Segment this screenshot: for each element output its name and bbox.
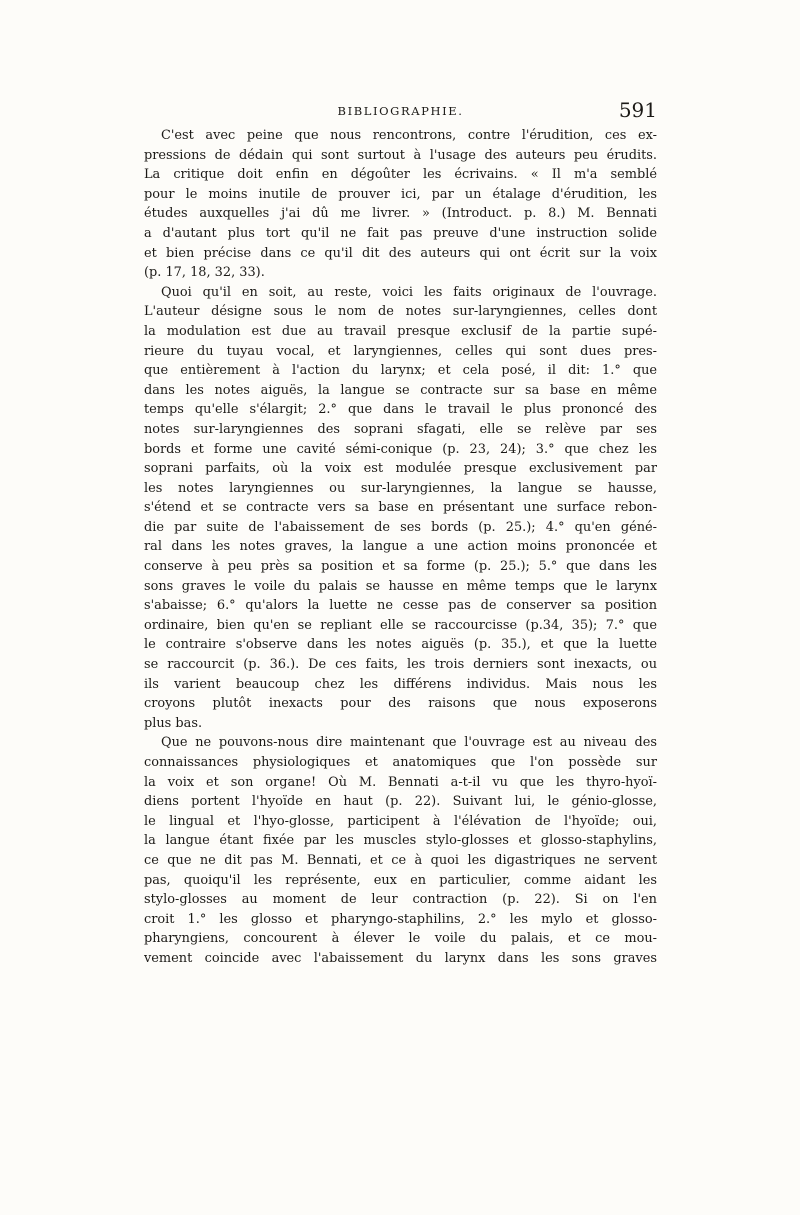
text-line: la voix et son organe! Où M. Bennati a-t-il vu que les thyro-hyoï- <box>144 774 657 790</box>
text-line: conserve à peu près sa position et sa forme (p. 25.); 5.° que dans les <box>144 559 657 575</box>
text-line: ordinaire, bien qu'en se repliant elle se raccourcisse (p.34, 35); 7.° que <box>144 617 657 633</box>
text-line: C'est avec peine que nous rencontrons, contre l'érudition, ces ex- <box>161 128 657 143</box>
text-line: s'étend et se contracte vers sa base en présentant une surface rebon- <box>144 500 657 516</box>
text-line: diens portent l'hyoïde en haut (p. 22). Suivant lui, le génio-glosse, <box>144 794 657 810</box>
text-line: s'abaisse; 6.° qu'alors la luette ne cesse pas de conserver sa position <box>144 598 657 614</box>
text-line: ce que ne dit pas M. Bennati, et ce à quoi les digastriques ne servent <box>144 852 657 868</box>
text-line: études auxquelles j'ai dû me livrer. » (Introduct. p. 8.) M. Bennati <box>144 206 657 222</box>
text-line: le lingual et l'hyo-glosse, participent à l'élévation de l'hyoïde; oui, <box>144 813 657 829</box>
text-line: a d'autant plus tort qu'il ne fait pas preuve d'une instruction solide <box>144 225 657 241</box>
text-line: (p. 17, 18, 32, 33). <box>144 265 265 281</box>
text-line: sons graves le voile du palais se hausse en même temps que le larynx <box>144 578 657 594</box>
text-line: temps qu'elle s'élargit; 2.° que dans le travail le plus prononcé des <box>144 402 657 418</box>
text-line: pharyngiens, concourent à élever le voile du palais, et ce mou- <box>144 931 657 947</box>
page-number: 591 <box>618 98 657 122</box>
body-text <box>144 126 657 969</box>
text-line: ral dans les notes graves, la langue a une action moins prononcée et <box>144 539 657 555</box>
text-line: La critique doit enfin en dégoûter les écrivains. « Il m'a semblé <box>144 167 657 183</box>
text-line: les notes laryngiennes ou sur-laryngiennes, la langue se hausse, <box>144 480 657 496</box>
text-line: le contraire s'observe dans les notes aiguës (p. 35.), et que la luette <box>144 637 657 653</box>
text-line: la langue étant fixée par les muscles stylo-glosses et glosso-staphylins, <box>144 833 657 849</box>
running-header <box>144 98 657 128</box>
text-line: Quoi qu'il en soit, au reste, voici les faits originaux de l'ouvrage. <box>161 284 657 300</box>
running-title: BIBLIOGRAPHIE. <box>337 104 464 118</box>
text-line: pressions de dédain qui sont surtout à l'usage des auteurs peu érudits. <box>144 147 657 163</box>
text-line: la modulation est due au travail presque exclusif de la partie supé- <box>144 323 657 339</box>
text-line: bords et forme une cavité sémi-conique (p. 23, 24); 3.° que chez les <box>144 441 657 457</box>
text-line: ils varient beaucoup chez les différens individus. Mais nous les <box>144 676 657 692</box>
text-line: pour le moins inutile de prouver ici, par un étalage d'érudition, les <box>144 186 657 202</box>
text-line: croit 1.° les glosso et pharyngo-staphilins, 2.° les mylo et glosso- <box>144 911 657 927</box>
text-line: connaissances physiologiques et anatomiques que l'on possède sur <box>144 755 657 770</box>
text-line: dans les notes aiguës, la langue se contracte sur sa base en même <box>144 382 657 398</box>
text-line: pas, quoiqu'il les représente, eux en particulier, comme aidant les <box>144 872 657 888</box>
text-line: die par suite de l'abaissement de ses bords (p. 25.); 4.° qu'en géné- <box>144 519 657 535</box>
text-line: stylo-glosses au moment de leur contraction (p. 22). Si on l'en <box>144 892 657 908</box>
text-line: notes sur-laryngiennes des soprani sfagati, elle se relève par ses <box>144 421 657 437</box>
text-line: Que ne pouvons-nous dire maintenant que l'ouvrage est au niveau des <box>161 735 657 751</box>
text-line: que entièrement à l'action du larynx; et cela posé, il dit: 1.° que <box>144 363 657 379</box>
text-line: plus bas. <box>144 715 203 731</box>
text-line: se raccourcit (p. 36.). De ces faits, les trois derniers sont inexacts, ou <box>144 657 657 673</box>
text-line: L'auteur désigne sous le nom de notes sur-laryngiennes, celles dont <box>144 304 657 320</box>
text-line: soprani parfaits, où la voix est modulée presque exclusivement par <box>144 461 657 477</box>
text-line: croyons plutôt inexacts pour des raisons que nous exposerons <box>144 696 657 712</box>
text-line: vement coincide avec l'abaissement du larynx dans les sons graves <box>144 950 657 966</box>
text-line: et bien précise dans ce qu'il dit des auteurs qui ont écrit sur la voix <box>144 245 657 261</box>
text-line: rieure du tuyau vocal, et laryngiennes, celles qui sont dues pres- <box>144 343 657 359</box>
